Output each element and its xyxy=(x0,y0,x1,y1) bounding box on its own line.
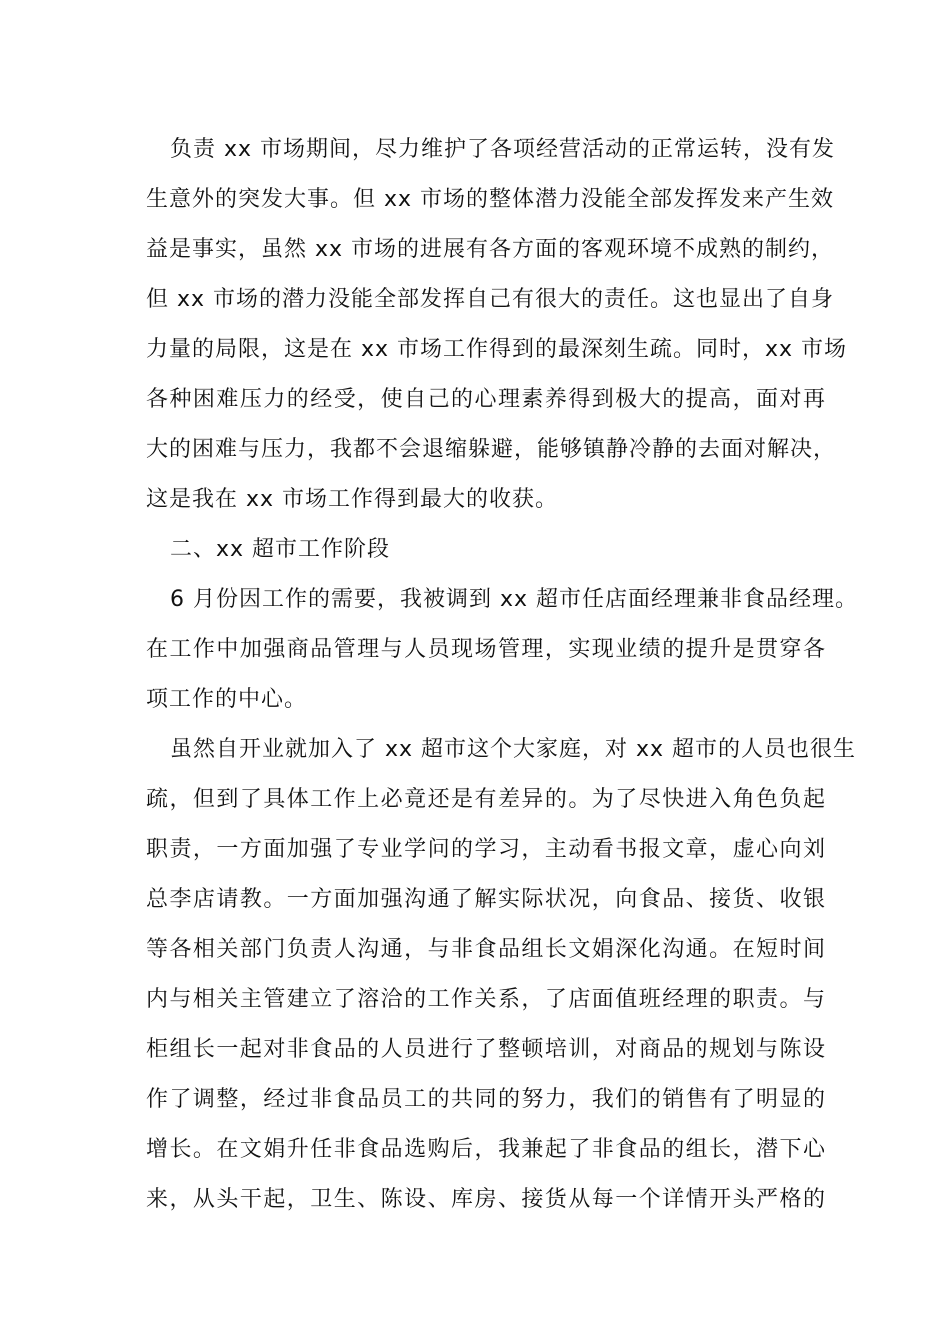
paragraph-2-line-2: 在工作中加强商品管理与人员现场管理，实现业绩的提升是贯穿各 xyxy=(146,637,826,662)
paragraph-1-line-6: 各种困难压力的经受，使自己的心理素养得到极大的提高，面对再 xyxy=(146,387,826,412)
paragraph-3-line-7: 柜组长一起对非食品的人员进行了整顿培训，对商品的规划与陈设 xyxy=(146,1037,826,1062)
paragraph-2-line-3: 项工作的中心。 xyxy=(146,687,308,712)
paragraph-3-line-10: 来，从头干起，卫生、陈设、库房、接货从每一个详情开头严格的 xyxy=(146,1187,826,1212)
paragraph-1-line-7: 大的困难与压力，我都不会退缩躲避，能够镇静冷静的去面对解决， xyxy=(146,437,837,462)
paragraph-3-line-4: 总李店请教。一方面加强沟通了解实际状况，向食品、接货、收银 xyxy=(146,887,826,912)
paragraph-1-line-3: 益是事实，虽然 xx 市场的进展有各方面的客观环境不成熟的制约， xyxy=(146,237,835,262)
paragraph-1-line-5: 力量的局限，这是在 xx 市场工作得到的最深刻生疏。同时，xx 市场 xyxy=(146,337,848,362)
paragraph-3-line-5: 等各相关部门负责人沟通，与非食品组长文娟深化沟通。在短时间 xyxy=(146,937,826,962)
paragraph-1-line-2: 生意外的突发大事。但 xx 市场的整体潜力没能全部发挥发来产生效 xyxy=(146,187,835,212)
paragraph-1-line-8: 这是我在 xx 市场工作得到最大的收获。 xyxy=(146,487,559,512)
paragraph-3-line-2: 疏，但到了具体工作上必竟还是有差异的。为了尽快进入角色负起 xyxy=(146,787,826,812)
paragraph-3-line-3: 职责，一方面加强了专业学问的学习，主动看书报文章，虚心向刘 xyxy=(146,837,826,862)
paragraph-3-line-6: 内与相关主管建立了溶洽的工作关系，了店面值班经理的职责。与 xyxy=(146,987,826,1012)
paragraph-2-line-1: 6 月份因工作的需要，我被调到 xx 超市任店面经理兼非食品经理。 xyxy=(170,587,859,612)
paragraph-1-line-1: 负责 xx 市场期间，尽力维护了各项经营活动的正常运转，没有发 xyxy=(170,137,836,162)
section-heading: 二、xx 超市工作阶段 xyxy=(170,537,391,562)
paragraph-3-line-8: 作了调整，经过非食品员工的共同的努力，我们的销售有了明显的 xyxy=(146,1087,826,1112)
paragraph-3-line-1: 虽然自开业就加入了 xx 超市这个大家庭，对 xx 超市的人员也很生 xyxy=(170,737,857,762)
paragraph-1-line-4: 但 xx 市场的潜力没能全部发挥自己有很大的责任。这也显出了自身 xyxy=(146,287,835,312)
paragraph-3-line-9: 增长。在文娟升任非食品选购后，我兼起了非食品的组长，潜下心 xyxy=(146,1137,826,1162)
